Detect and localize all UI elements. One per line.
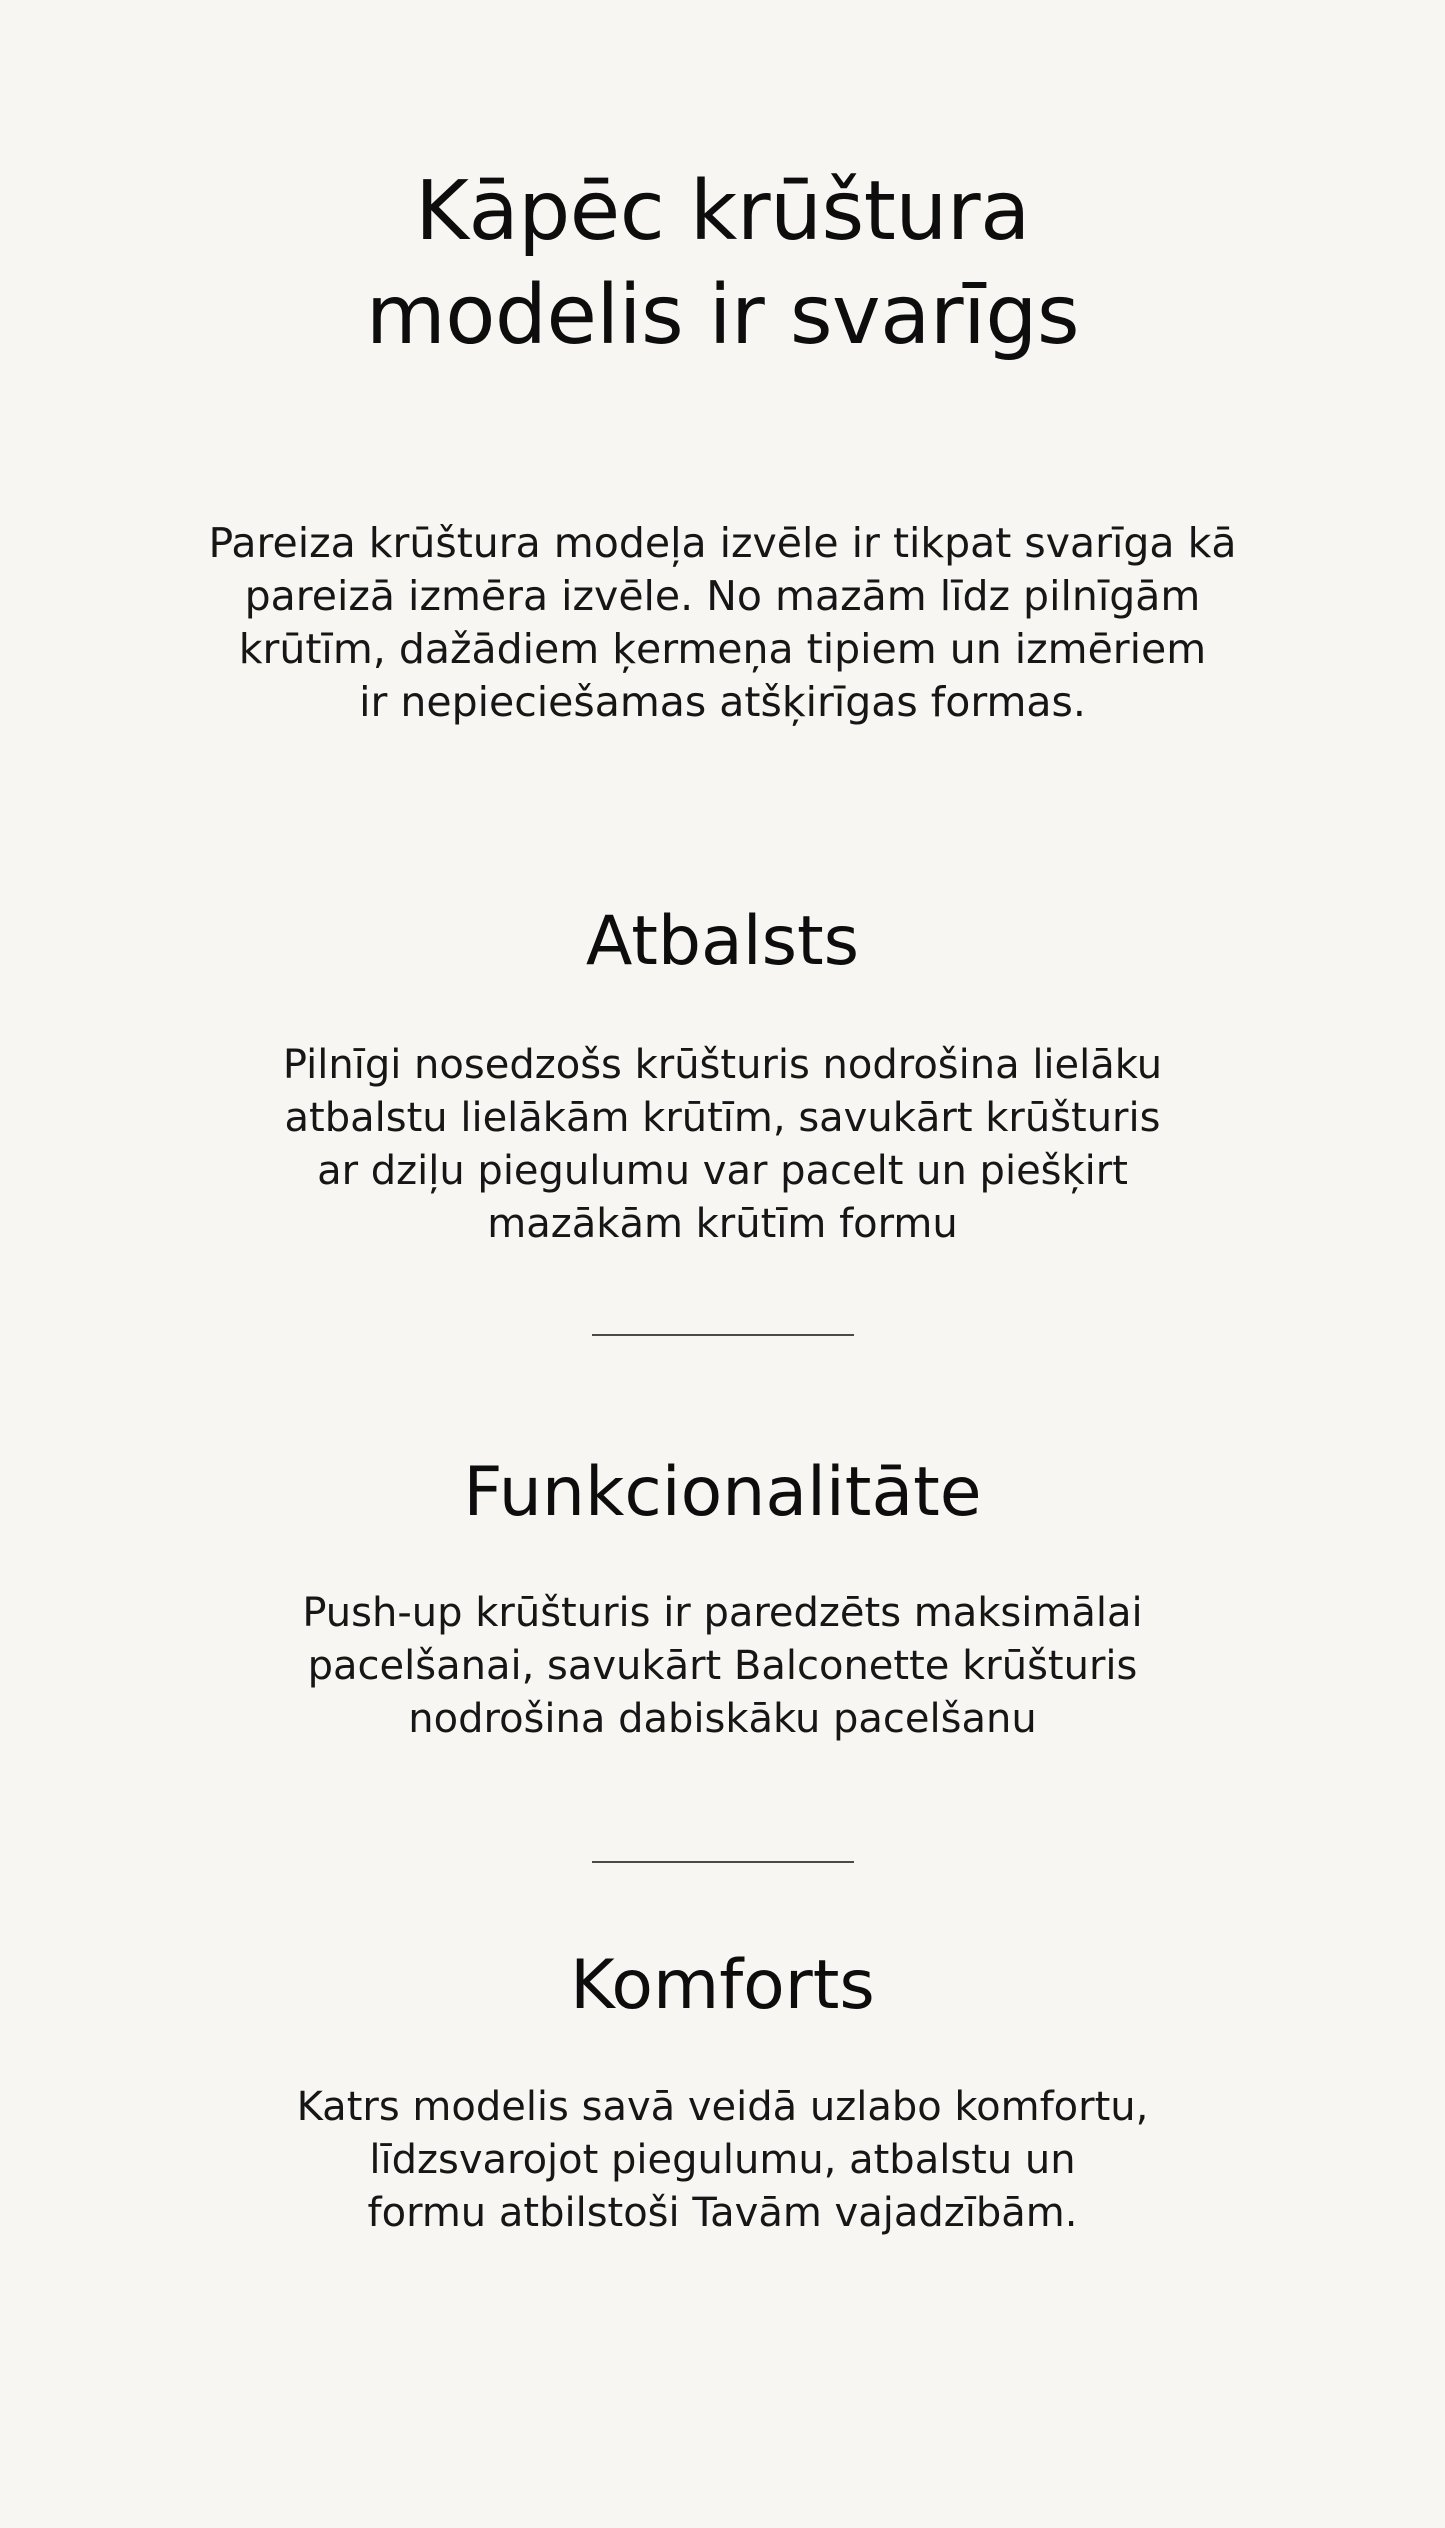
section-text-comfort bbox=[200, 2081, 1245, 2240]
section-text-support bbox=[200, 1039, 1245, 1251]
page-title-line: modelis ir svarīgs bbox=[365, 268, 1080, 363]
section-text-line: ar dziļu piegulumu var pacelt un piešķirt bbox=[317, 1148, 1128, 1194]
section-text-line: Push-up krūšturis ir paredzēts maksimālai bbox=[302, 1590, 1143, 1636]
intro-line: Pareiza krūštura modeļa izvēle ir tikpat svarīga kā bbox=[208, 519, 1237, 567]
section-text-line: pacelšanai, savukārt Balconette krūšturis bbox=[307, 1643, 1138, 1689]
intro-line: ir nepieciešamas atšķirīgas formas. bbox=[359, 678, 1086, 726]
page-title-line: Kāpēc krūštura bbox=[415, 164, 1030, 259]
section-text-line: atbalstu lielākām krūtīm, savukārt krūšturis bbox=[284, 1095, 1161, 1141]
section-heading-functionality: Funkcionalitāte bbox=[463, 1453, 982, 1532]
section-text-line: Katrs modelis savā veidā uzlabo komfortu, bbox=[296, 2084, 1149, 2130]
section-text-line: formu atbilstoši Tavām vajadzībām. bbox=[367, 2190, 1078, 2236]
section-text-line: līdzsvarojot piegulumu, atbalstu un bbox=[369, 2137, 1076, 2183]
section-text-line: Pilnīgi nosedzošs krūšturis nodrošina lielāku bbox=[282, 1042, 1163, 1088]
section-text-functionality bbox=[200, 1587, 1245, 1746]
section-heading-support: Atbalsts bbox=[585, 902, 860, 981]
intro-line: pareizā izmēra izvēle. No mazām līdz pilnīgām bbox=[244, 572, 1201, 620]
page-title bbox=[0, 160, 1445, 368]
section-text-line: nodrošina dabiskāku pacelšanu bbox=[408, 1696, 1037, 1742]
intro-paragraph bbox=[150, 517, 1295, 729]
section-heading-comfort: Komforts bbox=[570, 1946, 875, 2025]
section-text-line: mazākām krūtīm formu bbox=[487, 1201, 958, 1247]
section-divider bbox=[592, 1861, 854, 1863]
intro-line: krūtīm, dažādiem ķermeņa tipiem un izmēriem bbox=[238, 625, 1207, 673]
section-divider bbox=[592, 1334, 854, 1336]
